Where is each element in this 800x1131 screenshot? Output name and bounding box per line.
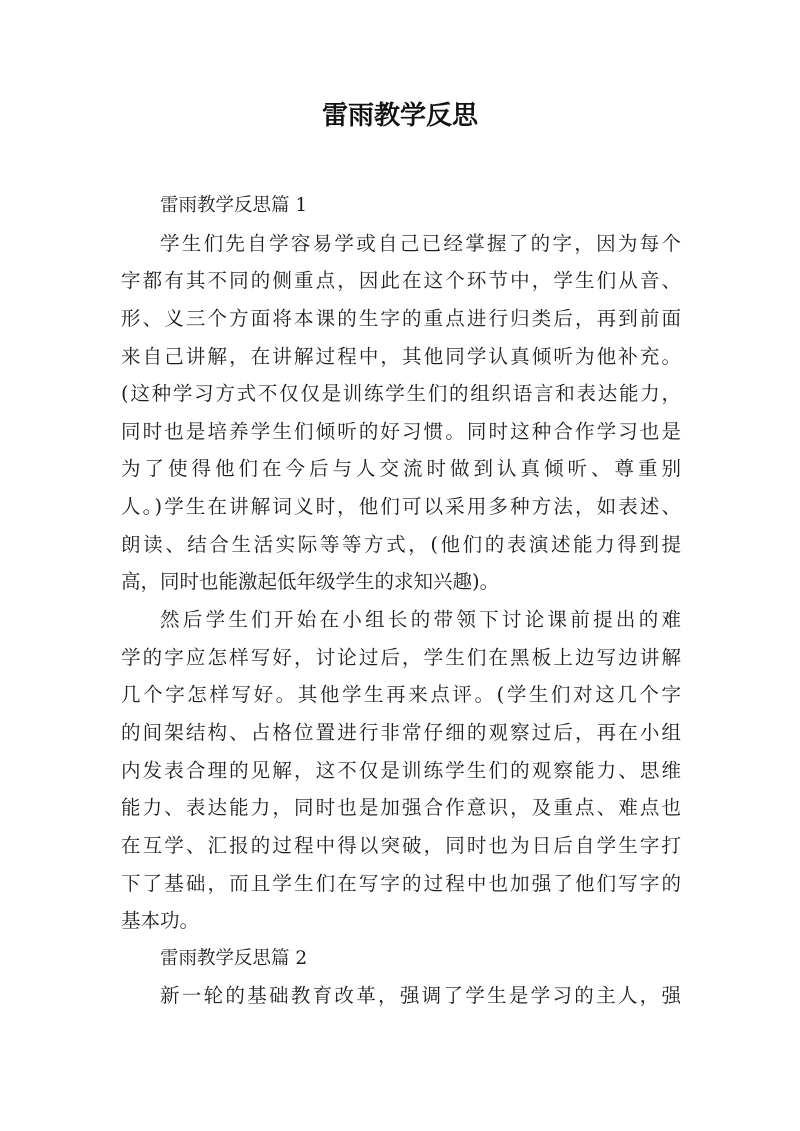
document-body [121, 187, 681, 1015]
paragraph-line: 的间架结构、占格位置进行非常仔细的观察过后，再在小组 [121, 720, 681, 744]
paragraph-line: 人。)学生在讲解词义时，他们可以采用多种方法，如表述、 [121, 495, 681, 519]
paragraph-line: 字都有其不同的侧重点，因此在这个环节中，学生们从音、 [121, 269, 681, 293]
section-heading: 雷雨教学反思篇 2 [160, 947, 308, 969]
paragraph-first-line: 学生们先自学容易学或自己已经掌握了的字，因为每个 [160, 231, 681, 255]
paragraph-line: 朗读、结合生活实际等等方式，(他们的表演述能力得到提 [121, 532, 681, 556]
paragraph-last-line: 高，同时也能激起低年级学生的求知兴趣)。 [121, 570, 500, 594]
section-heading: 雷雨教学反思篇 1 [160, 195, 308, 216]
paragraph-line: 内发表合理的见解，这不仅是训练学生们的观察能力、思维 [121, 758, 681, 782]
paragraph-line: (这种学习方式不仅仅是训练学生们的组织语言和表达能力， [121, 382, 681, 406]
document-title: 雷雨教学反思 [321, 101, 478, 131]
paragraph-line: 学的字应怎样写好，讨论过后，学生们在黑板上边写边讲解 [121, 645, 681, 669]
paragraph-line: 下了基础，而且学生们在写字的过程中也加强了他们写字的 [121, 871, 681, 895]
paragraph-line: 来自己讲解，在讲解过程中，其他同学认真倾听为他补充。 [121, 344, 681, 368]
paragraph-first-line: 然后学生们开始在小组长的带领下讨论课前提出的难 [160, 608, 681, 632]
paragraph-line: 形、义三个方面将本课的生字的重点进行归类后，再到前面 [121, 306, 681, 330]
paragraph-line: 几个字怎样写好。其他学生再来点评。(学生们对这几个字 [121, 683, 681, 707]
paragraph-line: 为了使得他们在今后与人交流时做到认真倾听、尊重别 [121, 457, 681, 481]
paragraph-line: 同时也是培养学生们倾听的好习惯。同时这种合作学习也是 [121, 419, 681, 443]
paragraph-last-line: 基本功。 [121, 909, 200, 933]
paragraph-first-line: 新一轮的基础教育改革，强调了学生是学习的主人，强 [160, 984, 681, 1008]
paragraph-line: 在互学、汇报的过程中得以突破，同时也为日后自学生字打 [121, 833, 681, 857]
paragraph-line: 能力、表达能力，同时也是加强合作意识，及重点、难点也 [121, 796, 681, 820]
